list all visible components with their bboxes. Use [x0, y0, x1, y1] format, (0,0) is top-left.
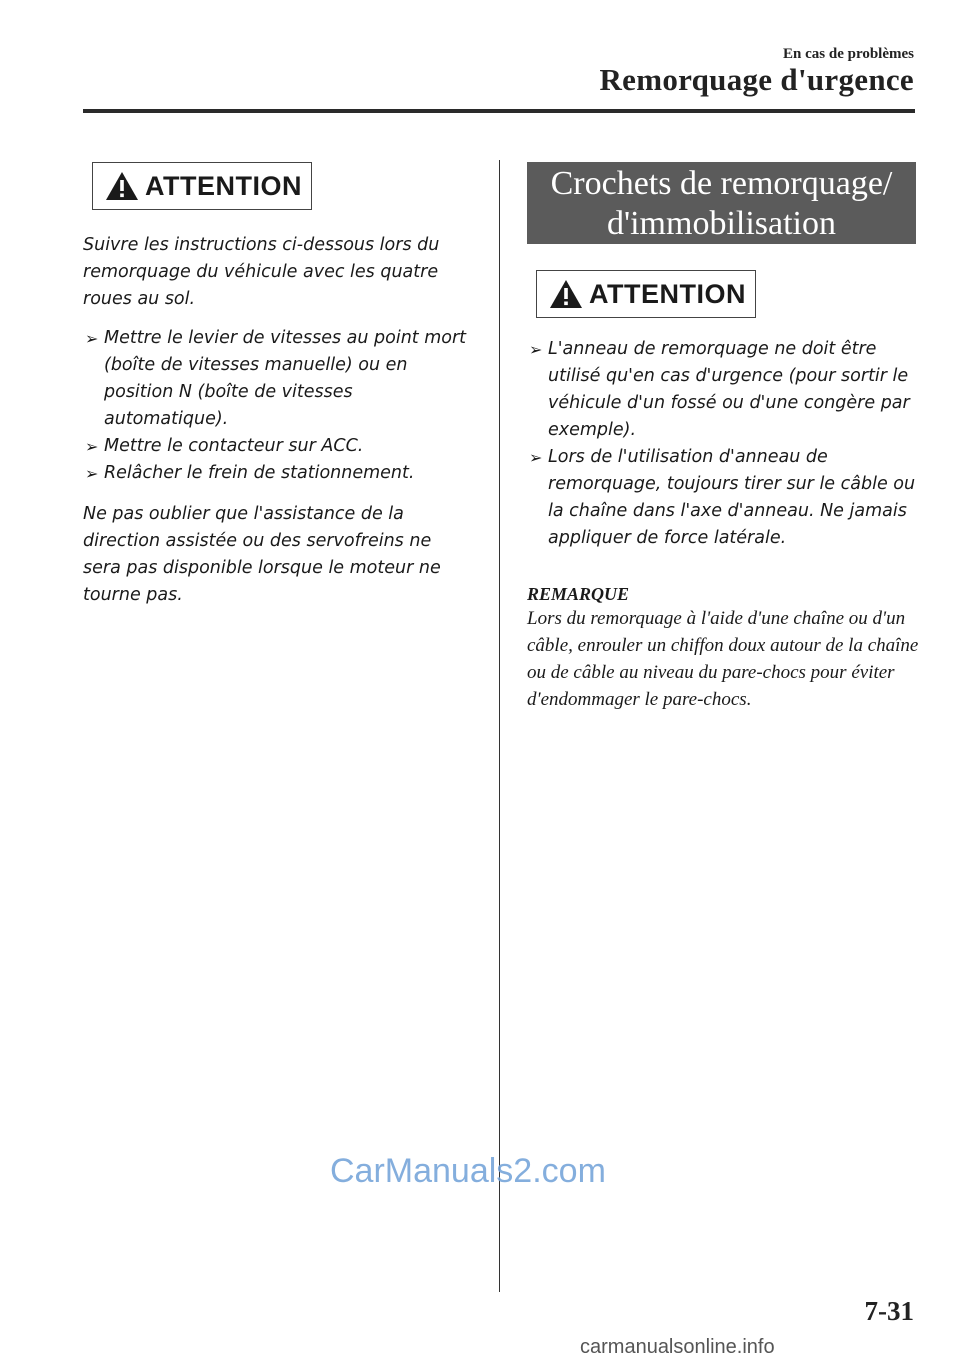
page-number: 7-31 — [864, 1296, 914, 1326]
page-section-title: Remorquage d'urgence — [599, 62, 914, 97]
towing-intro: Suivre les instructions ci-dessous lors du remorquage du véhicule avec les quatre roues au sol. — [83, 235, 440, 309]
arrow-bullet-icon: ➢ — [529, 448, 543, 467]
note-title: REMARQUE — [527, 584, 630, 604]
chapter-label: En cas de problèmes — [783, 46, 914, 62]
arrow-bullet-icon: ➢ — [85, 329, 99, 348]
footer-watermark: carmanualsonline.info — [580, 1336, 775, 1358]
list-item: ➢ Mettre le contacteur sur ACC. — [83, 433, 473, 460]
list-item: ➢ Relâcher le frein de stationnement. — [83, 460, 473, 487]
list-item: ➢ Lors de l'utilisation d'anneau de remorquage, toujours tirer sur le câble ou la chaîne dans l'axe d'anneau. Ne jamais appliquer de force latérale. — [527, 444, 919, 552]
header-rule — [83, 109, 915, 113]
column-divider — [499, 160, 500, 1292]
note-text: Lors du remorquage à l'aide d'une chaîne ou d'un câble, enrouler un chiffon doux autour de la chaîne ou de câble au niveau du pare-chocs pour éviter d'endommager le pare-chocs. — [527, 608, 919, 710]
assist-warning: Ne pas oublier que l'assistance de la direction assistée ou des servofreins ne sera pas disponible lorsque le moteur ne tourne pas. — [83, 504, 441, 605]
section-title-line2: d'immobilisation — [606, 205, 837, 242]
section-banner — [527, 162, 916, 244]
list-item: ➢ L'anneau de remorquage ne doit être utilisé qu'en cas d'urgence (pour sortir le véhicule d'un fossé ou d'une congère par exemple). — [527, 336, 919, 444]
attention-label: ATTENTION — [145, 170, 302, 201]
left-column — [83, 162, 473, 609]
watermark-text: CarManuals2.com — [330, 1152, 606, 1190]
arrow-bullet-icon: ➢ — [85, 437, 99, 456]
warning-triangle-icon — [105, 171, 139, 201]
attention-label: ATTENTION — [589, 278, 746, 309]
arrow-bullet-icon: ➢ — [85, 464, 99, 483]
arrow-bullet-icon: ➢ — [529, 340, 543, 359]
section-title-line1: Crochets de remorquage/ — [550, 165, 893, 202]
attention-box — [536, 270, 756, 318]
towing-steps-list — [83, 325, 473, 487]
hook-warnings-list — [527, 336, 919, 552]
warning-triangle-icon — [549, 279, 583, 309]
attention-box — [92, 162, 312, 210]
list-item: ➢ Mettre le levier de vitesses au point mort (boîte de vitesses manuelle) ou en position N (boîte de vitesses automatique). — [83, 325, 473, 433]
right-column — [527, 162, 919, 713]
